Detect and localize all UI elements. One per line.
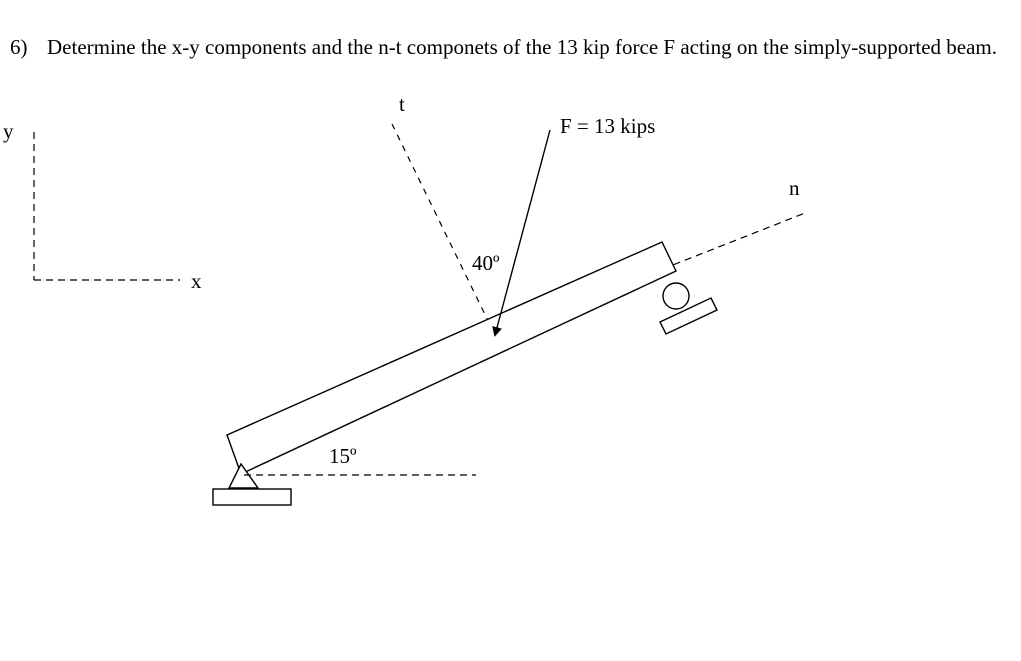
force-angle-label: 40º <box>472 251 500 275</box>
roller-support-wheel <box>663 283 689 309</box>
y-axis-label: y <box>3 119 14 143</box>
pin-support <box>213 464 291 505</box>
t-axis <box>392 92 495 335</box>
force-label: F = 13 kips <box>560 114 656 138</box>
xy-axes <box>3 119 202 293</box>
pin-support-base <box>213 489 291 505</box>
beam <box>227 242 676 474</box>
problem-text: Determine the x-y components and the n-t componets of the 13 kip force F acting on the simply-supported beam. <box>47 35 998 59</box>
n-axis-label: n <box>789 176 800 200</box>
problem-number: 6) <box>10 35 28 59</box>
beam-angle-label: 15º <box>329 444 357 468</box>
x-axis-label: x <box>191 269 202 293</box>
t-axis-line <box>392 124 495 335</box>
t-axis-label: t <box>399 92 405 116</box>
roller-support <box>660 283 717 334</box>
